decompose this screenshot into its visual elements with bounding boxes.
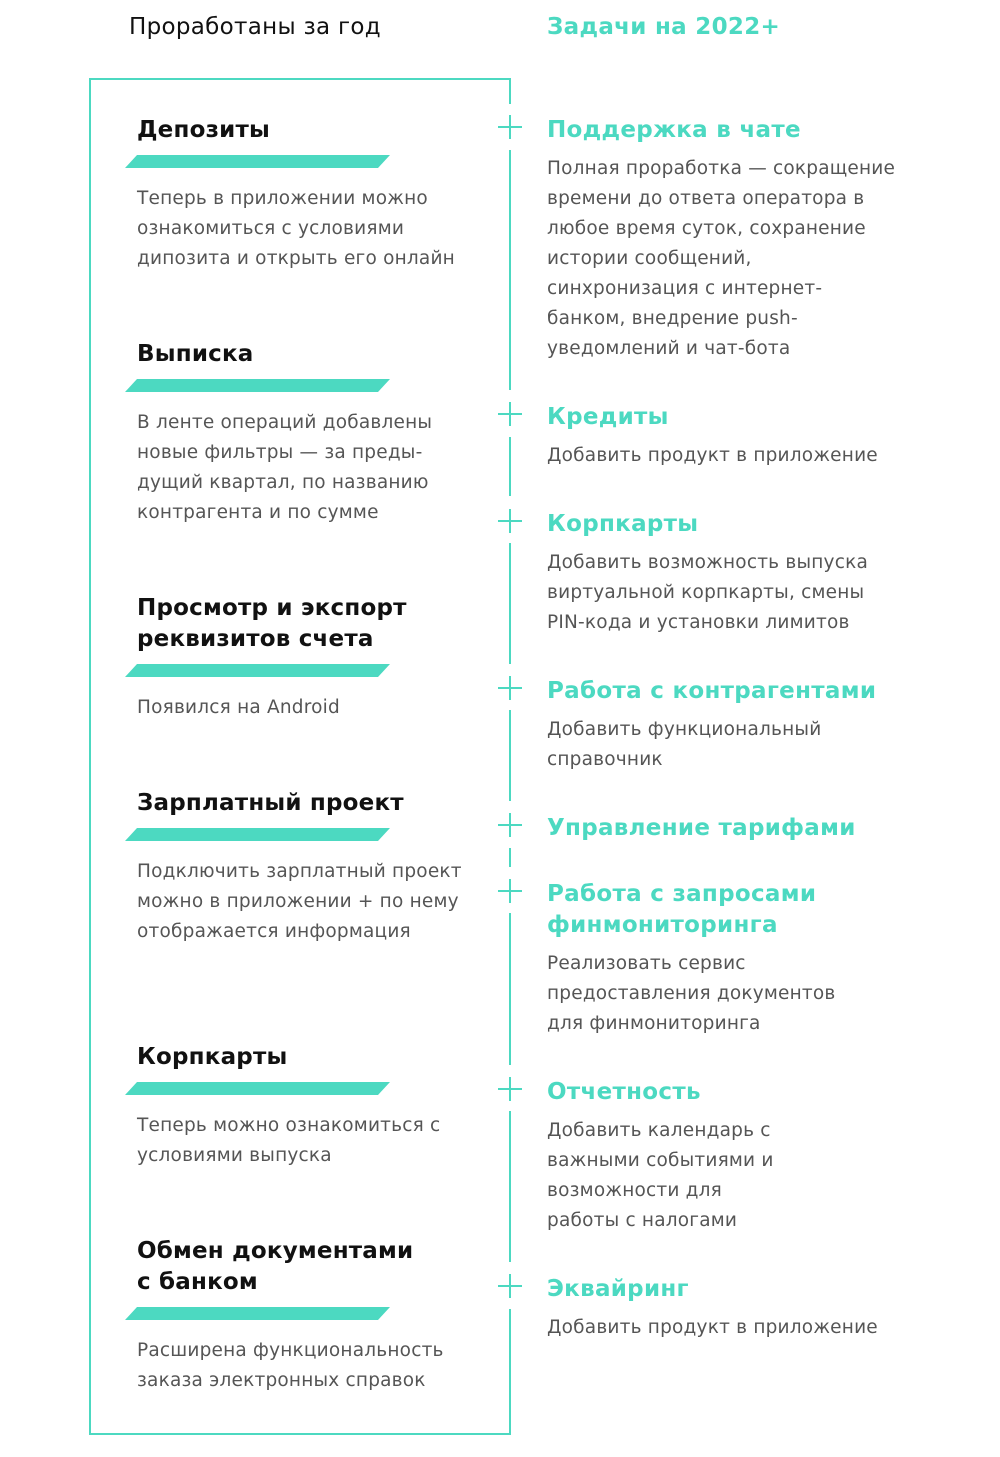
done-item-deposits [137, 115, 482, 274]
accent-bar [125, 1307, 390, 1320]
task-title: Работа с контрагентами [547, 678, 877, 704]
task-chat-support [547, 115, 967, 364]
frame-right-segment [509, 150, 511, 390]
task-title: Эквайринг [547, 1276, 689, 1302]
done-item-title: Корпкарты [137, 1044, 288, 1070]
done-item-statement [137, 339, 482, 528]
done-item-description: Теперь в приложении можно ознакомиться с условиями дипозита и открыть его онлайн [137, 188, 455, 269]
task-acquiring [547, 1274, 967, 1343]
task-counterparties [547, 676, 967, 775]
frame-left-border [89, 78, 91, 1435]
done-item-document-exchange [137, 1236, 482, 1396]
done-item-corp-cards [137, 1042, 482, 1171]
task-title: Поддержка в чате [547, 117, 801, 143]
plus-icon [498, 1274, 522, 1298]
plus-icon [498, 813, 522, 837]
frame-right-segment [509, 437, 511, 496]
plus-icon [498, 509, 522, 533]
task-title: Кредиты [547, 404, 669, 430]
plus-icon [498, 115, 522, 139]
task-tariff-management [547, 813, 967, 844]
done-item-description: Теперь можно ознакомиться с условиями выпуска [137, 1115, 441, 1166]
plus-icon [498, 676, 522, 700]
frame-right-segment [509, 710, 511, 801]
task-reporting [547, 1077, 967, 1236]
task-description: Добавить продукт в приложение [547, 1317, 878, 1338]
done-item-description: Расширена функциональность заказа электронных справок [137, 1340, 444, 1391]
accent-bar [125, 828, 390, 841]
plus-icon [498, 879, 522, 903]
frame-right-segment [509, 1309, 511, 1435]
frame-right-segment [509, 1111, 511, 1262]
task-description: Добавить возможность выпуска виртуальной корпкарты, смены PIN-кода и установки лимитов [547, 552, 868, 633]
frame-top-border [89, 78, 511, 80]
accent-bar [125, 155, 390, 168]
task-description: Полная проработка — сокращение времени до ответа оператора в любое время суток, сохранение истории сообщений, синхронизация с интернет-банком, внедрение push-уведомлений и чат-бота [547, 158, 896, 359]
tasks-column-title: Задачи на 2022+ [547, 14, 781, 40]
frame-bottom-border [89, 1433, 511, 1435]
done-item-title: Депозиты [137, 117, 270, 143]
task-title: Отчетность [547, 1079, 701, 1105]
task-title: Корпкарты [547, 511, 699, 537]
accent-bar [125, 664, 390, 677]
done-item-title: Обмен документами с банком [137, 1238, 414, 1295]
frame-right-segment [509, 543, 511, 664]
task-finmonitoring-requests [547, 879, 967, 1039]
task-title: Работа с запросами финмониторинга [547, 881, 817, 938]
task-title: Управление тарифами [547, 815, 856, 841]
done-item-salary-project [137, 788, 482, 947]
task-description: Добавить календарь с важными событиями и возможности для работы с налогами [547, 1120, 774, 1231]
done-item-description: Появился на Android [137, 697, 340, 718]
done-column-title: Проработаны за год [129, 14, 382, 40]
plus-icon [498, 1077, 522, 1101]
frame-right-segment [509, 913, 511, 1065]
accent-bar [125, 379, 390, 392]
done-item-title: Выписка [137, 341, 254, 367]
done-item-description: В ленте операций добавлены новые фильтры — за преды-дущий квартал, по названию контрагента и по сумме [137, 412, 433, 523]
accent-bar [125, 1082, 390, 1095]
frame-right-segment [509, 78, 511, 104]
done-item-title: Просмотр и экспорт реквизитов счета [137, 595, 407, 652]
frame-right-segment [509, 848, 511, 867]
task-description: Реализовать сервис предоставления документов для финмониторинга [547, 953, 836, 1034]
task-description: Добавить продукт в приложение [547, 445, 878, 466]
task-corp-cards [547, 509, 967, 638]
done-item-title: Зарплатный проект [137, 790, 404, 816]
done-item-description: Подключить зарплатный проект можно в приложении + по нему отображается информация [137, 861, 462, 942]
task-description: Добавить функциональный справочник [547, 719, 822, 770]
task-credits [547, 402, 967, 471]
done-item-requisites [137, 593, 482, 723]
plus-icon [498, 402, 522, 426]
